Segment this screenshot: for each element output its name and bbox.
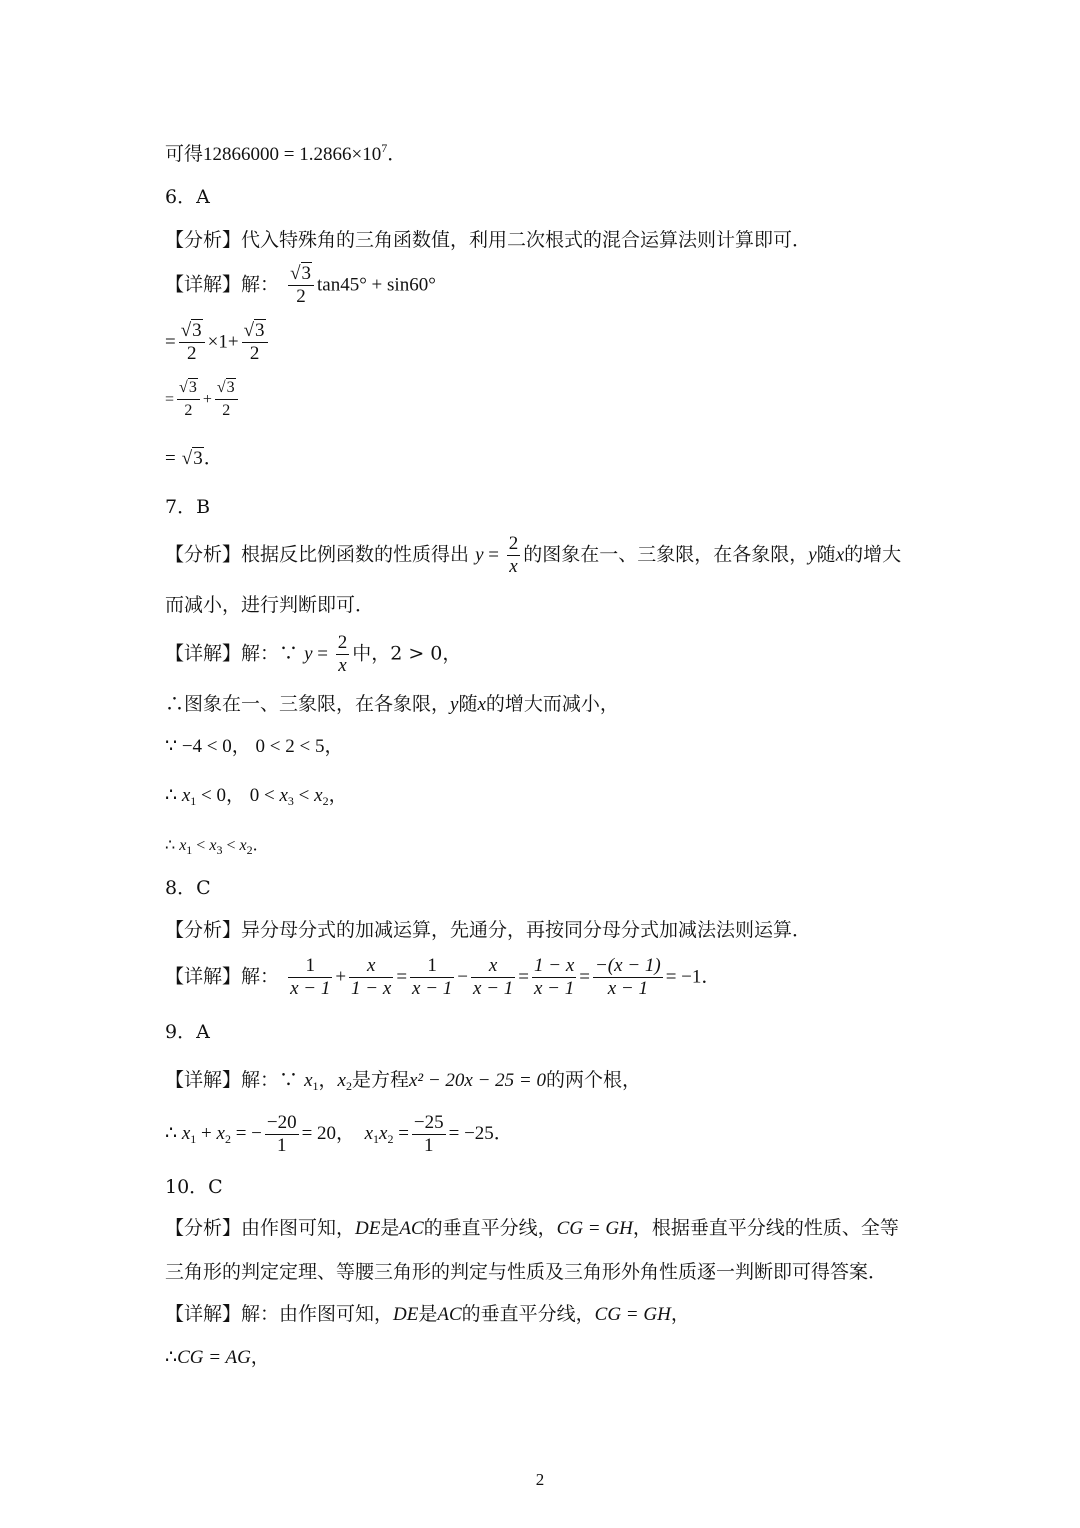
therefore: ∴: [165, 785, 178, 806]
q10-d1: 【详解】解：由作图可知，: [165, 1303, 394, 1325]
comma: ，: [250, 1346, 270, 1368]
q6-step1: [165, 320, 271, 365]
radicand: 3: [188, 379, 197, 396]
q10-answer: 10．C: [165, 1176, 223, 1198]
q10-line3: [165, 1345, 270, 1370]
sub-3: 3: [287, 794, 294, 808]
var-x: x: [181, 785, 191, 806]
q10-a3: 的垂直平分线，: [423, 1217, 557, 1239]
q7-frac: [507, 533, 521, 578]
intro-equation: = 1.2866×10: [279, 144, 382, 165]
sub-2: 2: [322, 794, 329, 808]
eq-sign: =: [398, 1122, 409, 1144]
numerator: x: [349, 955, 393, 978]
q7-l3c: 的增大而减小，: [485, 693, 619, 715]
denominator: x − 1: [534, 978, 575, 999]
q10-analysis: [165, 1216, 899, 1241]
sub-1: 1: [190, 794, 197, 808]
eq-sign: =: [165, 391, 175, 408]
denominator: x: [509, 556, 518, 577]
radicand: 3: [255, 320, 265, 341]
radicand: 3: [226, 379, 235, 396]
seg-DE: DE: [355, 1218, 381, 1239]
denominator: x: [338, 655, 347, 676]
intro-number: 12866000: [203, 144, 280, 165]
sub-2: 2: [345, 1079, 352, 1093]
q7-l5b: < 0， 0 <: [196, 785, 280, 806]
seg-DE: DE: [393, 1304, 419, 1325]
period: ．: [203, 447, 223, 469]
therefore: ∴: [165, 837, 176, 854]
q7-l5c: <: [293, 785, 315, 806]
q6-times: ×1+: [207, 331, 239, 353]
lt: <: [222, 837, 240, 854]
q8-frac-3: [410, 955, 454, 1000]
numerator: 2: [337, 632, 348, 653]
q8-answer: 8．C: [165, 877, 211, 899]
q7-l3b: 随: [458, 693, 478, 715]
radicand: 3: [192, 320, 202, 341]
radicand: 3: [301, 263, 311, 284]
q10-detail: [165, 1302, 690, 1327]
q10-a4: ，根据垂直平分线的性质、全等: [632, 1217, 899, 1239]
radicand: 3: [193, 448, 203, 469]
q10-d2: 是: [418, 1303, 438, 1325]
seg-AC: AC: [399, 1218, 424, 1239]
denominator: 2: [222, 402, 231, 419]
q9-detail-a: 【详解】解：∵: [165, 1069, 299, 1091]
q8-frac-5: [532, 955, 576, 1000]
var-x: x: [304, 1070, 313, 1091]
intro-exponent: 7: [381, 141, 388, 155]
denominator: x − 1: [412, 978, 453, 999]
q7-line4: ∵ −4 < 0， 0 < 2 < 5，: [165, 736, 344, 757]
q6-step3: [165, 446, 223, 471]
q7-analysis-b: 的图象在一、三象限，在各象限，: [523, 543, 809, 566]
numerator: −20: [266, 1112, 297, 1133]
q6-frac-d: $\frac{√3}{2}$: [215, 377, 238, 422]
q9-line2: [165, 1112, 513, 1157]
q8-detail-label: 【详解】解：: [165, 965, 280, 988]
sub-1: 1: [190, 1131, 197, 1146]
period: ．: [252, 837, 269, 854]
eq-sign: =: [396, 966, 408, 988]
lt: <: [192, 837, 210, 854]
eq-sign: =: [518, 966, 529, 988]
sub-1: 1: [373, 1131, 379, 1146]
eq-minus: = −: [230, 1122, 262, 1144]
denominator: 1 − x: [351, 978, 392, 999]
cg-eq-ag: CG = AG: [177, 1347, 251, 1368]
plus-sign: +: [196, 1122, 217, 1144]
q6-detail-label: 【详解】解：: [165, 273, 280, 296]
sub-1: 1: [186, 843, 193, 857]
denominator: 1: [276, 1135, 287, 1156]
var-x: x: [179, 837, 187, 854]
q9-result-sum: = 20，: [301, 1122, 356, 1144]
q6-sqrt: √3: [181, 448, 203, 469]
q6-step2: [165, 377, 241, 422]
var-x: x: [239, 837, 247, 854]
q7-analysis-a: 【分析】根据反比例函数的性质得出: [165, 543, 470, 566]
var-x: x: [379, 1122, 388, 1144]
q7-detail-mid: 中，2 > 0，: [352, 642, 462, 665]
q6-frac-a: $\frac{√3}{2}$: [179, 320, 205, 365]
numerator: 1 − x: [534, 955, 575, 976]
q6-answer: 6．A: [165, 186, 210, 208]
var-y: y: [808, 544, 817, 566]
minus-sign: −: [457, 966, 469, 988]
q7-l3a: ∴图象在一、三象限，在各象限，: [165, 693, 451, 715]
denominator: 2: [249, 343, 260, 364]
var-x: x: [279, 785, 288, 806]
q9-equation: x² − 20x − 25 = 0: [408, 1070, 546, 1091]
var-x: x: [835, 544, 845, 566]
var-x: x: [181, 1122, 191, 1144]
page-number: 2: [535, 1470, 545, 1489]
q6-detail: [165, 263, 436, 308]
q7-analysis: 【分析】根据反比例函数的性质得出 y = $\frac{2}{x}$ 的图象在一、三象限，在各象限，y随x的增大: [165, 533, 902, 577]
q7-answer: 7．B: [165, 496, 211, 518]
q6-fraction: $\frac{√3}{2}$: [288, 263, 314, 308]
numerator: 1: [410, 955, 454, 978]
var-x: x: [314, 785, 323, 806]
cg-eq-gh: CG = GH: [594, 1304, 671, 1325]
sub-2: 2: [246, 843, 253, 857]
q8-frac-1: [288, 955, 332, 1000]
numerator: −(x − 1): [594, 955, 661, 976]
q6-analysis: 【分析】代入特殊角的三角函数值，利用二次根式的混合运算法则计算即可．: [165, 229, 812, 251]
cg-eq-gh: CG = GH: [556, 1218, 633, 1239]
q7-frac-2: [336, 632, 350, 677]
sub-1: 1: [312, 1079, 319, 1093]
q7-detail: 【详解】解：∵ y = $\frac{2}{x}$ 中，2 > 0，: [165, 632, 462, 676]
numerator: 1: [288, 955, 332, 978]
q9-detail: [165, 1068, 641, 1093]
var-x: x: [477, 694, 486, 715]
q7-analysis-c: 随: [816, 543, 836, 566]
plus-sign: +: [202, 391, 212, 408]
q6-trig: tan45° + sin60°: [317, 274, 436, 296]
eq-sign: =: [165, 331, 176, 353]
q10-d3: 的垂直平分线，: [461, 1303, 595, 1325]
seg-AC: AC: [437, 1304, 462, 1325]
sub-2: 2: [224, 1131, 231, 1146]
sub-3: 3: [216, 843, 223, 857]
q9-frac-2: [412, 1112, 446, 1157]
denominator: 2: [184, 402, 193, 419]
eq-sign: =: [579, 966, 590, 988]
q10-a1: 【分析】由作图可知，: [165, 1217, 356, 1239]
comma: ，: [328, 785, 348, 806]
comma: ，: [670, 1303, 690, 1325]
denominator: 2: [296, 286, 306, 307]
numerator: 2: [508, 533, 519, 554]
q6-frac-c: $\frac{√3}{2}$: [177, 377, 200, 422]
q9-answer: 9．A: [165, 1021, 210, 1043]
q8-analysis: 【分析】异分母分式的加减运算，先通分，再按同分母分式加减法法则运算．: [165, 919, 812, 941]
q10-analysis-line2: 三角形的判定定理、等腰三角形的判定与性质及三角形外角性质逐一判断即可得答案．: [165, 1261, 888, 1283]
plus-sign: +: [335, 966, 347, 988]
q8-frac-6: [593, 955, 663, 1000]
q8-frac-2: [349, 955, 393, 1000]
var-x: x: [216, 1122, 225, 1144]
denominator: x − 1: [473, 978, 514, 999]
q9-detail-c: 是方程: [351, 1069, 409, 1091]
denominator: 2: [186, 343, 197, 364]
q9-result-product: = −25．: [448, 1122, 513, 1144]
q7-analysis-line2: 而减小，进行判断即可．: [165, 594, 375, 616]
q8-result: = −1．: [665, 966, 721, 988]
var-x: x: [209, 837, 217, 854]
q9-detail-d: 的两个根，: [546, 1069, 642, 1091]
q8-frac-4: [471, 955, 515, 1000]
numerator: x: [471, 955, 515, 978]
q7-line3: [165, 692, 619, 717]
q10-a2: 是: [380, 1217, 400, 1239]
q6-frac-b: $\frac{√3}{2}$: [242, 320, 268, 365]
comma: ，: [318, 1069, 338, 1091]
q7-line5: [165, 784, 348, 808]
denominator: x − 1: [607, 978, 648, 999]
var-y: y: [475, 544, 484, 566]
var-y: y: [450, 694, 459, 715]
q7-line6: [165, 834, 269, 858]
q7-detail-label: 【详解】解：∵: [165, 642, 299, 665]
denominator: 1: [424, 1135, 434, 1156]
var-x: x: [364, 1122, 373, 1144]
var-y: y: [304, 643, 313, 665]
intro-text: 可得: [165, 143, 204, 165]
q8-detail: [165, 955, 720, 1000]
numerator: −25: [413, 1112, 444, 1133]
q9-frac-1: [265, 1112, 299, 1157]
q7-analysis-d: 的增大: [844, 543, 902, 566]
intro-line: 可得$12866000 = 1.2866\times 10^7$．: [165, 141, 407, 165]
therefore: ∴: [165, 1122, 178, 1144]
var-x: x: [337, 1070, 346, 1091]
eq-sign: =: [165, 448, 176, 469]
denominator: x − 1: [290, 978, 331, 999]
therefore: ∴: [165, 1346, 178, 1368]
sub-2: 2: [387, 1131, 394, 1146]
